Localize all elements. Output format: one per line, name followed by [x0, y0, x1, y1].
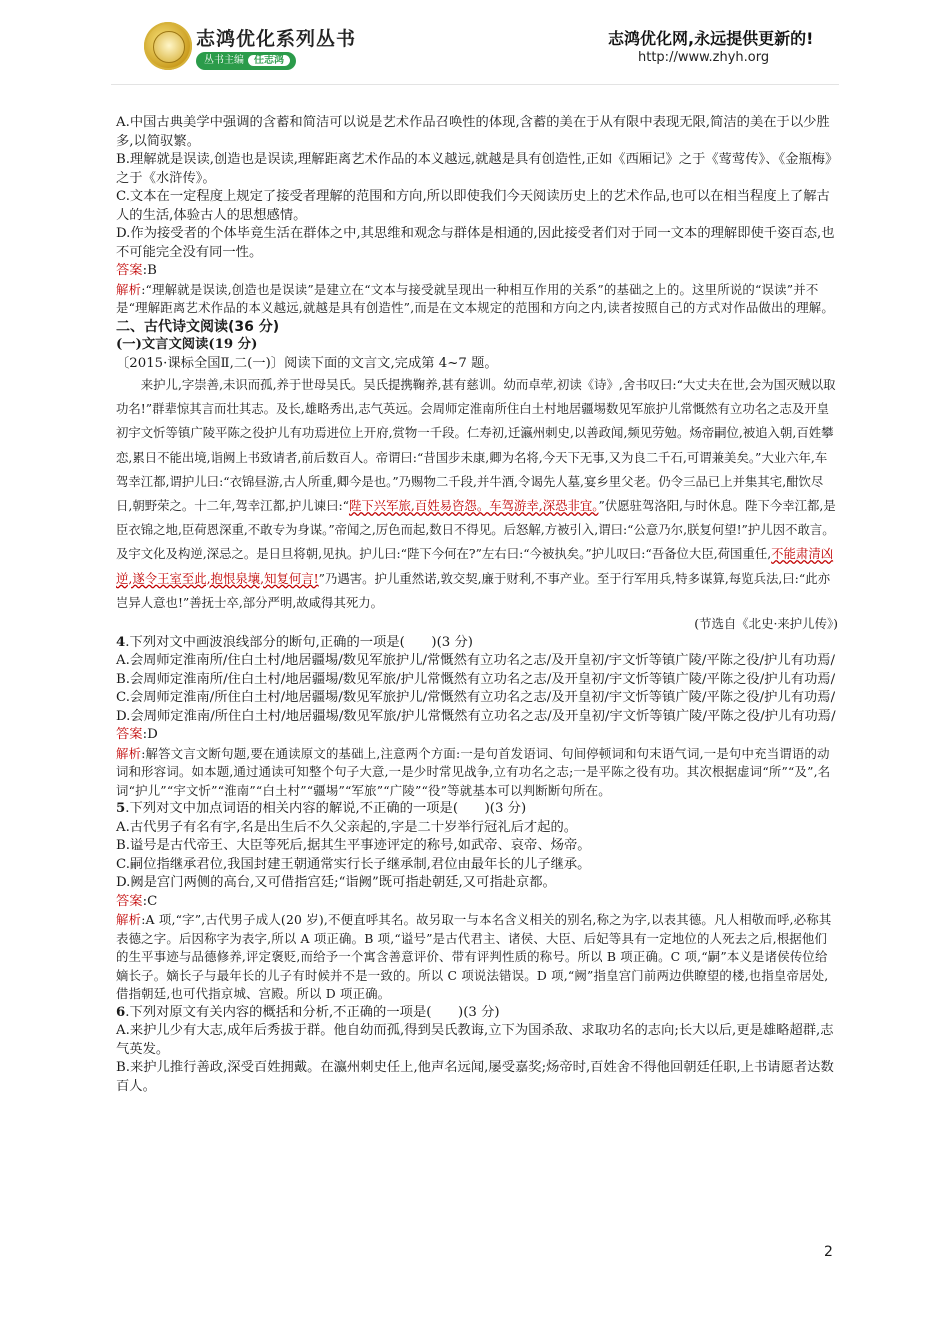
analysis-label: 解析	[116, 912, 142, 928]
q3-answer	[116, 262, 838, 281]
q3-option-d: D.作为接受者的个体毕竟生活在群体之中,其思维和观念与群体是相通的,因此接受者们对于同一文本的理解即使千姿百态,也不可能完全没有同一性。	[116, 226, 835, 260]
q3-option-b: B.理解就是误读,创造也是误读,理解距离艺术作品的本义越远,就越是具有创造性,正如《西厢记》之于《莺莺传》、《金瓶梅》之于《水浒传》。	[116, 152, 832, 186]
q4-option-a: A.会周师定淮南所/住白土村/地居疆埸/数见军旅护儿/常慨然有立功名之志/及开皇初/宇文忻等镇广陵/平陈之役/护儿有功焉/	[116, 653, 835, 669]
classical-passage	[116, 373, 838, 615]
q4-analysis	[116, 745, 838, 801]
reading-intro: 〔2015·课标全国Ⅱ,二(一)〕阅读下面的文言文,完成第 4~7 题。	[116, 355, 498, 371]
passage-part-2: ”伏愿驻驾洛阳,与时休息。陛下今幸江都,是臣衣锦之地,臣荷恩深重,不敢专为身谋。”帝闻之,厉色而起,数日不得见。后怒解,方被引入,谓曰:“公意乃尔,朕复何望!”护儿因不敢言。及宇文化及构逆,深忌之。是日旦将朝,见执。护儿曰:“陛下今何在?”左右曰:“今被执矣。”护儿叹曰:“吾备位大臣,荷国重任,	[116, 498, 836, 562]
subsection-title: (一)文言文阅读(19 分)	[116, 337, 258, 352]
answer-value: :D	[142, 727, 158, 743]
q3-option-c: C.文本在一定程度上规定了接受者理解的范围和方向,所以即使我们今天阅读历史上的艺术作品,也可以在相当程度上了解古人的生活,体验古人的思想感情。	[116, 189, 830, 223]
q5-option-b: B.谥号是古代帝王、大臣等死后,据其生平事迹评定的称号,如武帝、哀帝、炀帝。	[116, 838, 591, 854]
q4-option-b: B.会周师定淮南所/住白土村/地居疆埸/数见军旅/护儿常慨然有立功名之志/及开皇初/宇文忻等镇广陵/平陈之役/护儿有功焉/	[116, 671, 836, 687]
q3-option-a: A.中国古典美学中强调的含蓄和简洁可以说是艺术作品召唤性的体现,含蓄的美在于从有限中表现无限,简洁的美在于以少胜多,以简驭繁。	[116, 115, 830, 149]
passage-source: (节选自《北史·来护儿传》)	[694, 616, 838, 632]
answer-label: 答案	[116, 263, 143, 278]
section-title: 二、古代诗文阅读(36 分)	[116, 318, 280, 335]
q6-option-b: B.来护儿推行善政,深受百姓拥戴。在瀛州刺史任上,他声名远闻,屡受嘉奖;炀帝时,百姓舍不得他回朝廷任职,上书请愿者达数百人。	[116, 1060, 834, 1094]
series-title: 志鸿优化系列丛书	[196, 28, 357, 50]
q4-number: 4	[116, 634, 126, 650]
q4-option-c: C.会周师定淮南/所住白土村/地居疆埸/数见军旅护儿/常慨然有立功名之志/及开皇初/宇文忻等镇广陵/平陈之役/护儿有功焉/	[116, 690, 836, 706]
wavy-line-1: 陛下兴军旅,百姓易咨怨。车驾游幸,深恐非宜。	[348, 498, 599, 514]
answer-value: :B	[142, 263, 157, 278]
analysis-text: :“理解就是误读,创造也是误读”是建立在“文本与接受就呈现出一种相互作用的关系”的基础之上的。这里所说的“误读”并不是“理解距离艺术作品的本义越远,就越是具有创造性”,而是在文本规定的范围和方向之内,读者按照自己的方式对作品做出的理解。	[116, 281, 834, 315]
q6-option-a: A.来护儿少有大志,成年后秀拔于群。他自幼而孤,得到吴氏教诲,立下为国杀敌、求取功名的志向;长大以后,更是雄略超群,志气英发。	[116, 1023, 834, 1057]
q6-number: 6	[116, 1004, 126, 1020]
q5-option-a: A.古代男子有名有字,名是出生后不久父亲起的,字是二十岁举行冠礼后才起的。	[116, 819, 578, 835]
answer-value: :C	[142, 893, 158, 909]
editor-name: 任志鸿	[248, 55, 290, 66]
q3-analysis	[116, 281, 838, 318]
q5-number: 5	[116, 801, 126, 817]
page-number: 2	[824, 1244, 833, 1260]
q5-stem-text: .下列对文中加点词语的相关内容的解说,不正确的一项是( )(3 分)	[125, 801, 527, 817]
site-slogan: 志鸿优化网,永远提供更新的!	[608, 29, 814, 48]
q4-option-d: D.会周师定淮南/所住白土村/地居疆埸/数见军旅/护儿常慨然有立功名之志/及开皇初/宇文忻等镇广陵/平陈之役/护儿有功焉/	[116, 708, 836, 724]
wavy-line-2: 不能肃清凶逆,遂令王室至此,抱恨泉壤,知复何言!	[116, 546, 834, 586]
editor-label: 丛书主编	[204, 55, 244, 66]
analysis-label: 解析	[116, 281, 142, 297]
analysis-text: :A 项,“字”,古代男子成人(20 岁),不便直呼其名。故另取一与本名含义相关的别名,称之为字,以表其德。凡人相敬而呼,必称其表德之字。后因称字为表字,所以 A 项正确。B 项,“谥号”是古代君主、诸侯、大臣、后妃等具有一定地位的人死去之后,根据他们的生平事迹与品德修养,评定褒贬,而给予一个寓含善意评价、带有评判性质的称号。所以 B 项正确。C 项,“嗣”本义是诸侯传位给嫡长子。嫡长子与最年长的儿子有时候并不是一致的。所以 C 项说法错误。D 项,“阙”指皇宫门前两边供瞭望的楼,也指皇帝居处,借指朝廷,也可代指京城、宫殿。所以 D 项正确。	[116, 912, 832, 1002]
q5-answer	[116, 893, 838, 912]
q6-stem	[116, 1004, 838, 1023]
editor-tag	[196, 52, 296, 70]
analysis-label: 解析	[116, 745, 142, 761]
q4-answer	[116, 726, 838, 745]
q4-stem-text: .下列对文中画波浪线部分的断句,正确的一项是( )(3 分)	[125, 634, 473, 650]
q4-stem	[116, 634, 838, 653]
answer-label: 答案	[116, 727, 143, 743]
document-body	[116, 114, 838, 1096]
analysis-text: :解答文言文断句题,要在通读原文的基础上,注意两个方面:一是句首发语词、句间停顿词和句末语气词,一是句中充当谓语的动词和形容词。如本题,通过通读可知整个句子大意,一是少时常见战争,立有功名之志;一是平陈之役有功。其次根据虚词“所”“及”,名词“护儿”“宇文忻”“淮南”“白土村”“疆埸”“军旅”“广陵”“役”等就基本可以判断断句所在。	[116, 745, 831, 798]
answer-label: 答案	[116, 893, 143, 909]
series-logo-icon	[144, 22, 192, 70]
q5-option-d: D.阙是宫门两侧的高台,又可借指宫廷;“诣阙”既可指赴朝廷,又可指赴京都。	[116, 875, 556, 891]
passage-part-1: 来护儿,字崇善,未识而孤,养于世母吴氏。吴氏提携鞠养,甚有慈训。幼而卓荦,初读《诗》,舍书叹曰:“大丈夫在世,会为国灭贼以取功名!”群辈惊其言而壮其志。及长,雄略秀出,志气英远。会周师定淮南所住白土村地居疆埸数见军旅护儿常慨然有立功名之志及开皇初宇文忻等镇广陵平陈之役护儿有功焉进位上开府,赏物一千段。仁寿初,迁瀛州刺史,以善政闻,频见劳勉。炀帝嗣位,被追入朝,百姓攀恋,累日不能出境,诣阙上书致请者,前后数百人。帝谓曰:“昔国步未康,卿为名将,今天下无事,又为良二千石,可谓兼美矣。”大业六年,车驾幸江都,谓护儿曰:“衣锦昼游,古人所重,卿今是也。”乃赐物二千段,并牛酒,令谒先人墓,宴乡里父老。仍令三品已上并集其宅,酣饮尽日,朝野荣之。十二年,驾幸江都,护儿谏曰:“	[116, 377, 836, 514]
page-header	[0, 0, 950, 98]
q5-analysis	[116, 911, 838, 1004]
header-divider	[111, 84, 839, 85]
q5-stem	[116, 800, 838, 819]
passage-part-3: ”乃遇害。护儿重然诺,敦交契,廉于财利,不事产业。至于行军用兵,特多谋算,每览兵法,曰:“此亦岂异人意也!”善抚士卒,部分严明,故咸得其死力。	[116, 570, 830, 610]
site-url[interactable]: http://www.zhyh.org	[638, 50, 770, 65]
q5-option-c: C.嗣位指继承君位,我国封建王朝通常实行长子继承制,君位由最年长的儿子继承。	[116, 856, 591, 872]
q6-stem-text: .下列对原文有关内容的概括和分析,不正确的一项是( )(3 分)	[125, 1004, 500, 1020]
